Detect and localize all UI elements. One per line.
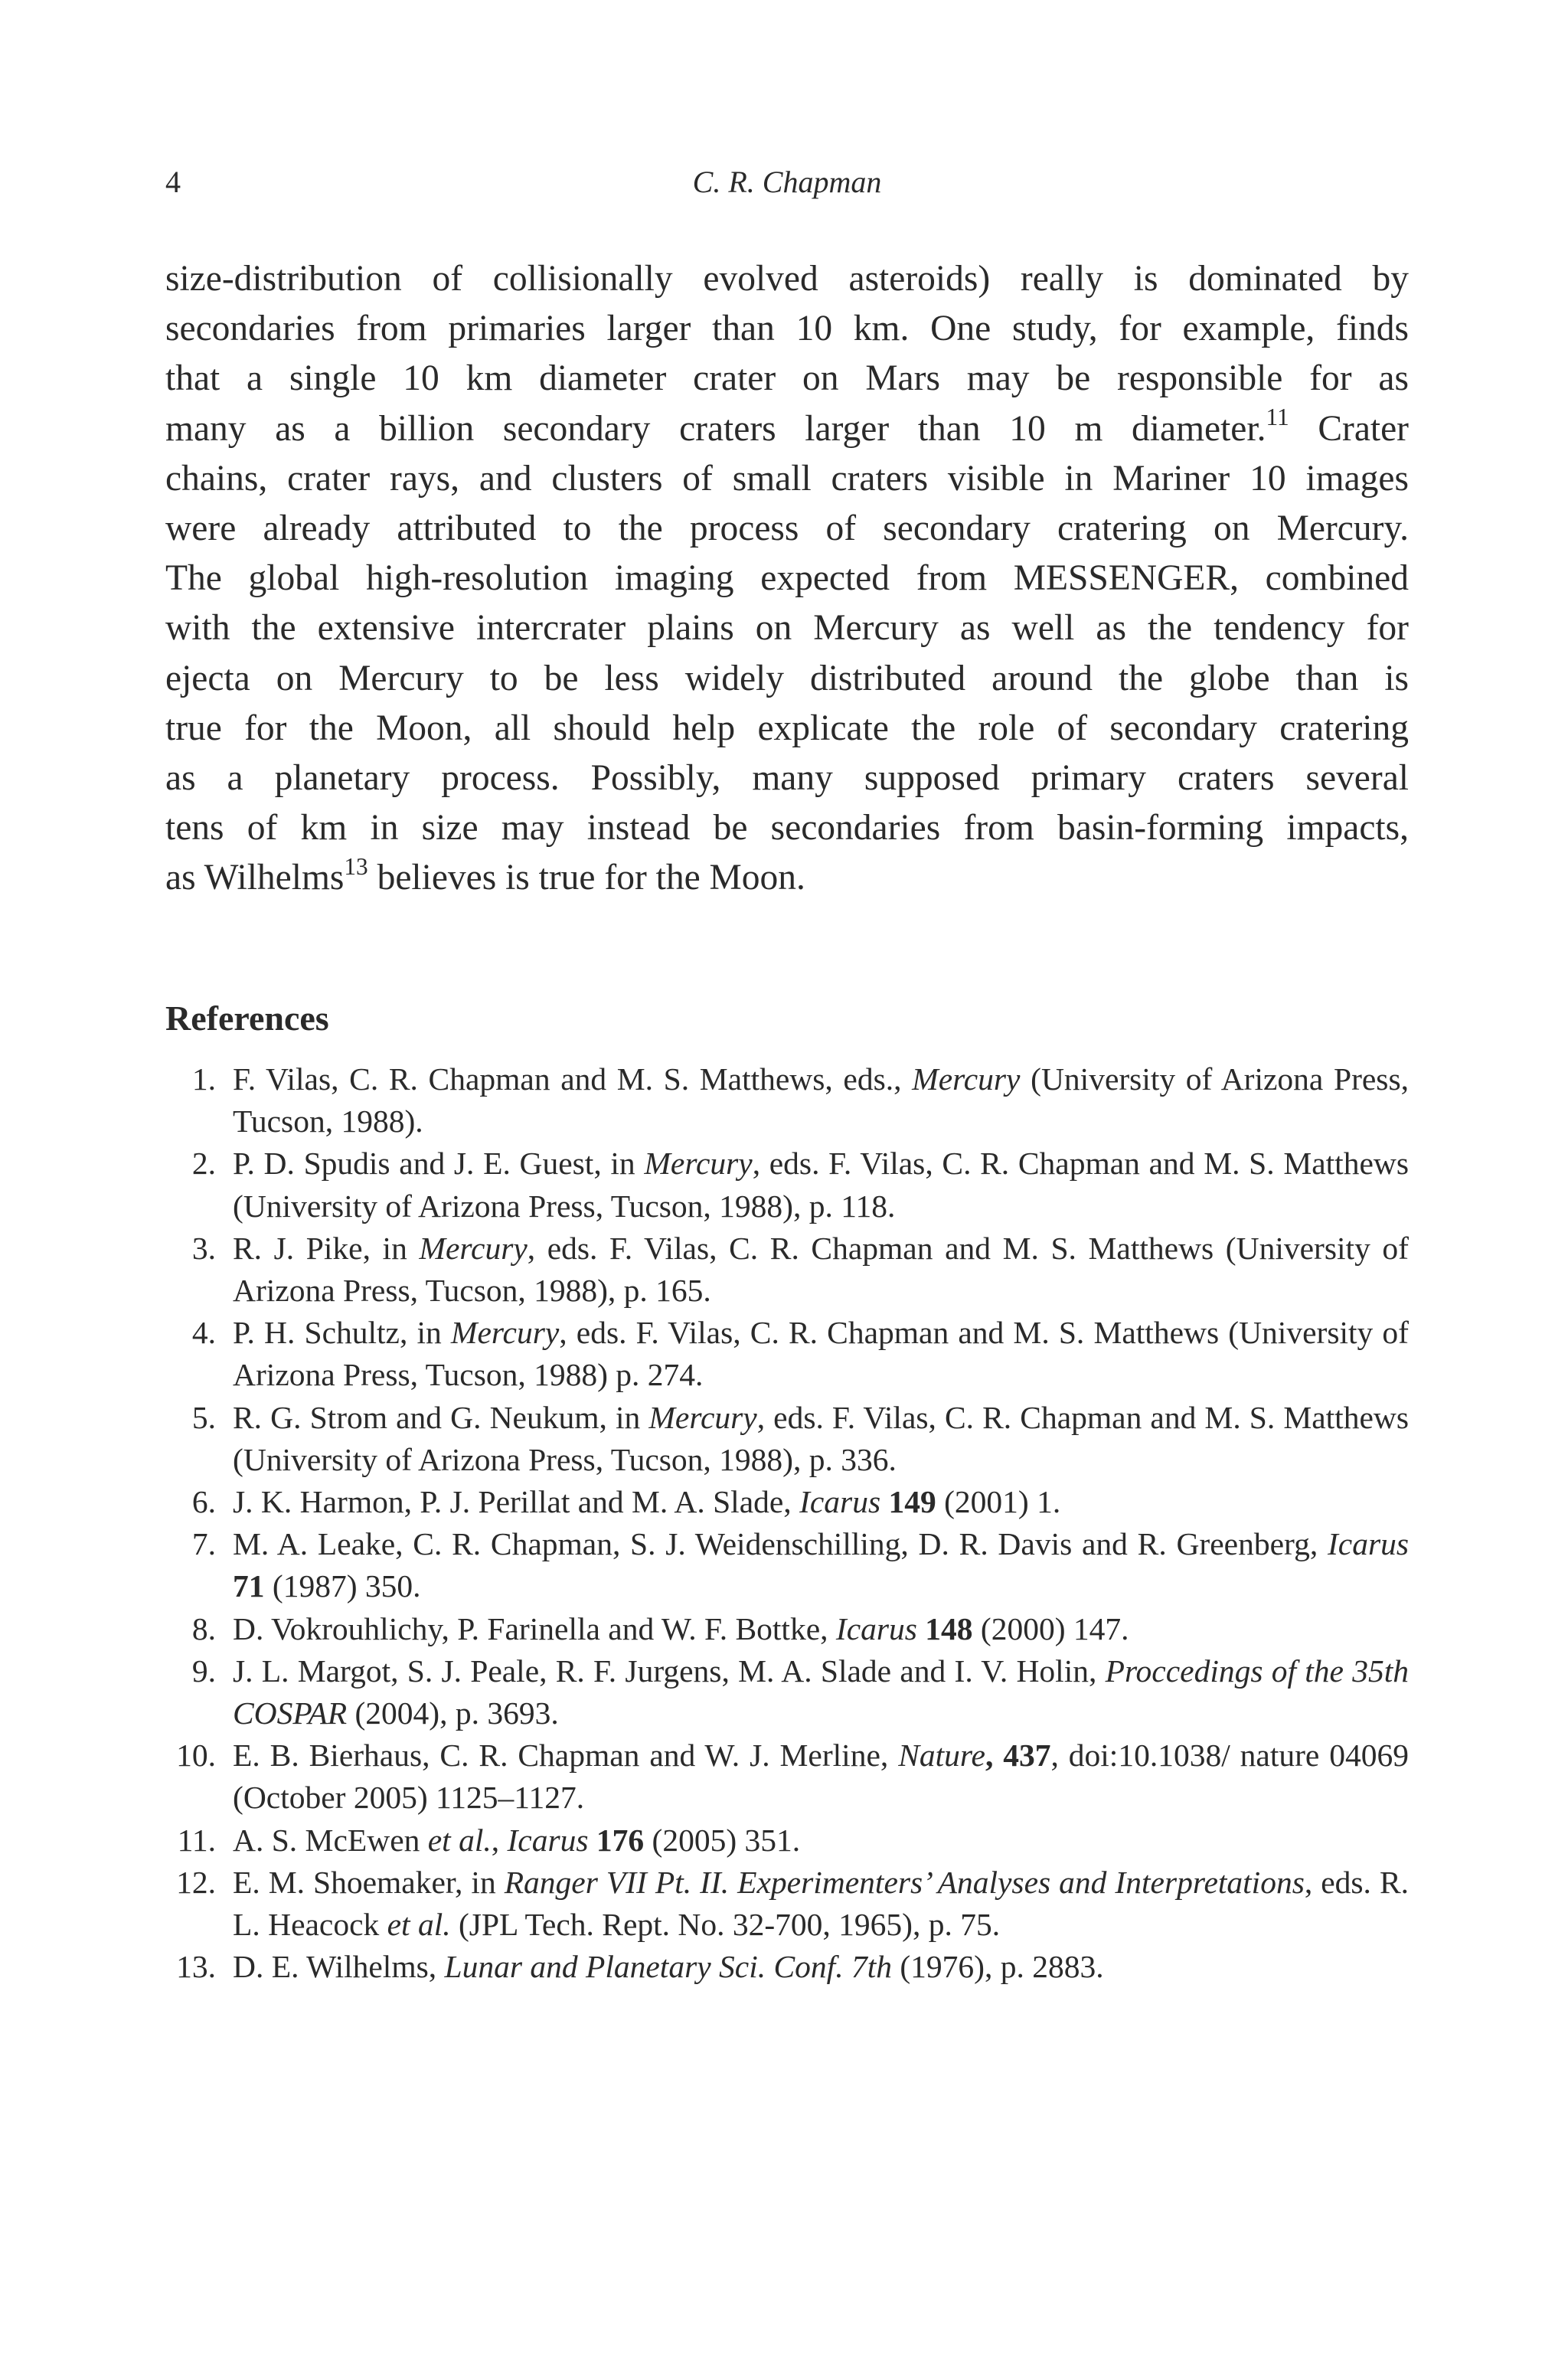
reference-item xyxy=(165,1058,1409,1143)
body-line: chains, crater rays, and clusters of small craters visible in Mariner 10 images xyxy=(165,458,1409,499)
body-line-text: many as a billion secondary craters larger than 10 m diameter. xyxy=(165,408,1266,449)
references-heading: References xyxy=(165,999,329,1038)
page-number: 4 xyxy=(165,165,181,199)
reference-volume: 148 xyxy=(916,1610,973,1646)
reference-item xyxy=(165,1946,1409,1988)
reference-number: 12. xyxy=(176,1864,216,1900)
reference-item xyxy=(165,1650,1409,1734)
reference-text: M. A. Leake, C. R. Chapman, S. J. Weidenschilling, D. R. Davis and R. Greenberg, xyxy=(233,1526,1328,1562)
reference-item xyxy=(165,1819,1409,1862)
reference-title: Ranger VII Pt. II. Experimenters’ Analyses and Interpretations xyxy=(504,1864,1305,1900)
body-line: were already attributed to the process of secondary cratering on Mercury. xyxy=(165,508,1409,549)
reference-title: Mercury xyxy=(912,1061,1021,1097)
reference-item xyxy=(165,1481,1409,1523)
reference-item xyxy=(165,1143,1409,1227)
body-line: size-distribution of collisionally evolved asteroids) really is dominated by xyxy=(165,259,1409,299)
reference-text: A. S. McEwen xyxy=(233,1822,428,1858)
reference-text: (1976), p. 2883. xyxy=(891,1949,1104,1985)
body-line: The global high-resolution imaging expected from MESSENGER, combined xyxy=(165,558,1409,599)
reference-text: (1987) 350. xyxy=(264,1568,421,1604)
reference-text: , eds. F. Vilas, C. R. Chapman and M. S. Matthews (University of Arizona Press, Tucson, 1988), p. 118. xyxy=(233,1146,1409,1224)
reference-text: (2000) 147. xyxy=(972,1610,1129,1646)
body-line: ejecta on Mercury to be less widely distributed around the globe than is xyxy=(165,658,1409,698)
reference-text: E. B. Bierhaus, C. R. Chapman and W. J. Merline, xyxy=(233,1738,899,1774)
reference-volume: , 437 xyxy=(985,1738,1051,1774)
reference-title: Mercury xyxy=(419,1230,528,1266)
reference-volume: 71 xyxy=(233,1568,265,1604)
reference-title: Mercury xyxy=(450,1315,560,1351)
reference-text: J. K. Harmon, P. J. Perillat and M. A. Slade, xyxy=(233,1484,800,1520)
reference-journal: Icarus xyxy=(507,1822,589,1858)
body-line: with the extensive intercrater plains on Mercury as well as the tendency for xyxy=(165,608,1409,649)
reference-text: (2001) 1. xyxy=(936,1484,1061,1520)
reference-text: (2004), p. 3693. xyxy=(347,1695,559,1731)
reference-text: D. Vokrouhlichy, P. Farinella and W. F. Bottke, xyxy=(233,1610,836,1646)
reference-number: 6. xyxy=(191,1484,216,1520)
footnote-ref: 11 xyxy=(1266,404,1289,431)
reference-title: Mercury xyxy=(644,1146,753,1182)
reference-item xyxy=(165,1312,1409,1396)
reference-item xyxy=(165,1734,1409,1819)
running-head xyxy=(165,164,1409,202)
reference-number: 7. xyxy=(191,1526,216,1562)
reference-text: , eds. F. Vilas, C. R. Chapman and M. S. Matthews (University of Arizona Press, Tucson, 1988), p. 165. xyxy=(233,1230,1409,1309)
reference-text: D. E. Wilhelms, xyxy=(233,1949,445,1985)
reference-journal: Icarus xyxy=(799,1484,881,1520)
reference-item xyxy=(165,1397,1409,1481)
reference-text: J. L. Margot, S. J. Peale, R. F. Jurgens, M. A. Slade and I. V. Holin, xyxy=(233,1653,1106,1689)
reference-journal: Icarus xyxy=(1327,1526,1409,1562)
reference-volume: 149 xyxy=(880,1484,936,1520)
reference-journal: Icarus xyxy=(835,1610,917,1646)
reference-text: P. D. Spudis and J. E. Guest, in xyxy=(233,1146,645,1182)
body-paragraph xyxy=(165,254,1409,904)
body-line-with-footnote xyxy=(165,404,1409,454)
reference-text: (2005) 351. xyxy=(644,1822,801,1858)
reference-number: 5. xyxy=(191,1399,216,1435)
reference-item xyxy=(165,1228,1409,1312)
body-line: tens of km in size may instead be secondaries from basin-forming impacts, xyxy=(165,808,1409,848)
reference-text: E. M. Shoemaker, in xyxy=(233,1864,505,1900)
reference-text: R. G. Strom and G. Neukum, in xyxy=(233,1399,649,1435)
reference-title: Lunar and Planetary Sci. Conf. 7th xyxy=(444,1949,892,1985)
reference-volume: 176 xyxy=(588,1822,645,1858)
body-line: as a planetary process. Possibly, many supposed primary craters several xyxy=(165,758,1409,799)
running-author: C. R. Chapman xyxy=(692,165,882,199)
reference-number: 1. xyxy=(191,1061,216,1097)
reference-number: 3. xyxy=(191,1230,216,1266)
reference-text: , eds. F. Vilas, C. R. Chapman and M. S. Matthews (University of Arizona Press, Tucson, 1988) p. 274. xyxy=(233,1315,1409,1393)
reference-text: (JPL Tech. Rept. No. 32-700, 1965), p. 75. xyxy=(450,1907,1001,1943)
references-list xyxy=(165,1058,1409,1988)
reference-number: 2. xyxy=(191,1146,216,1182)
reference-number: 10. xyxy=(176,1738,216,1774)
body-line-text: as Wilhelms xyxy=(165,858,345,898)
body-line-text: Crater xyxy=(1289,408,1409,449)
reference-number: 8. xyxy=(191,1610,216,1646)
reference-text: F. Vilas, C. R. Chapman and M. S. Matthews, eds., xyxy=(233,1061,913,1097)
body-line: secondaries from primaries larger than 10 km. One study, for example, finds xyxy=(165,309,1409,349)
reference-journal: Nature xyxy=(898,1738,985,1774)
reference-text: , xyxy=(491,1822,508,1858)
reference-text: , eds. R. L. Heacock xyxy=(233,1864,1409,1943)
reference-etal: et al. xyxy=(427,1822,492,1858)
body-line-with-footnote xyxy=(165,853,1409,903)
reference-number: 11. xyxy=(177,1822,216,1858)
reference-item xyxy=(165,1523,1409,1607)
reference-number: 13. xyxy=(176,1949,216,1985)
reference-etal: et al. xyxy=(387,1907,451,1943)
body-line: true for the Moon, all should help explicate the role of secondary cratering xyxy=(165,708,1409,748)
reference-number: 4. xyxy=(191,1315,216,1351)
reference-number: 9. xyxy=(191,1653,216,1689)
reference-text: , doi:10.1038/ nature 04069 (October 2005) 1125–1127. xyxy=(233,1738,1410,1816)
reference-title: Proccedings of the 35th COSPAR xyxy=(233,1653,1409,1731)
reference-title: Mercury xyxy=(648,1399,757,1435)
body-line: that a single 10 km diameter crater on Mars may be responsible for as xyxy=(165,358,1409,399)
reference-text: R. J. Pike, in xyxy=(233,1230,420,1266)
reference-text: (University of Arizona Press, Tucson, 1988). xyxy=(233,1061,1409,1139)
references-section xyxy=(165,996,1409,1988)
reference-text: , eds. F. Vilas, C. R. Chapman and M. S. Matthews (University of Arizona Press, Tucson, 1988), p. 336. xyxy=(233,1399,1410,1477)
body-line-text: believes is true for the Moon. xyxy=(368,858,805,898)
reference-item xyxy=(165,1862,1409,1946)
reference-text: P. H. Schultz, in xyxy=(233,1315,451,1351)
reference-item xyxy=(165,1608,1409,1650)
footnote-ref: 13 xyxy=(344,853,368,881)
